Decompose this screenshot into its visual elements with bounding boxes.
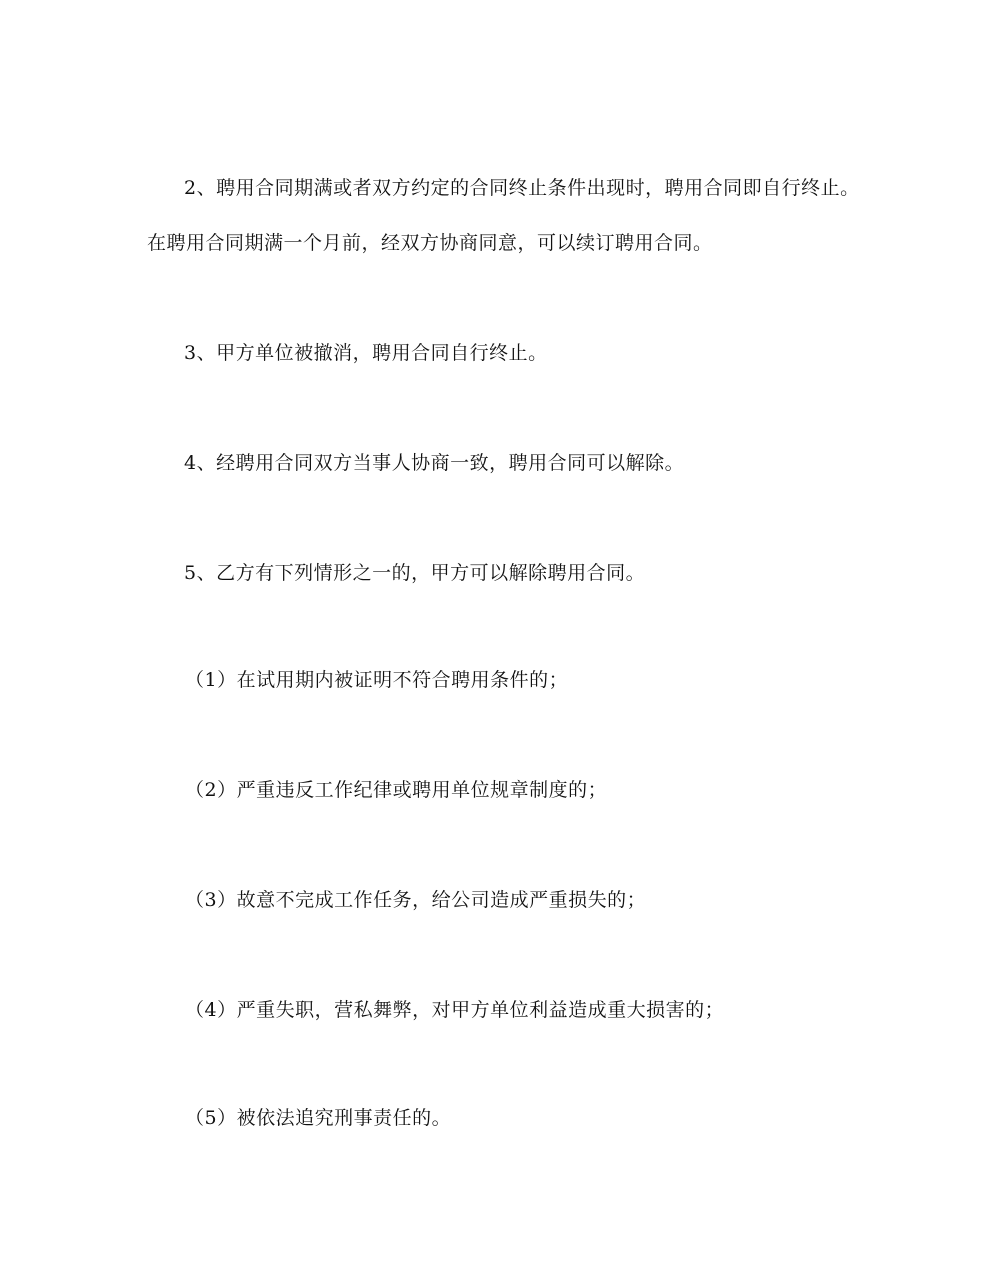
clause-2-line-1: 2、聘用合同期满或者双方约定的合同终止条件出现时，聘用合同即自行终止。 <box>184 177 860 199</box>
clause-5-item-4: （4）严重失职，营私舞弊，对甲方单位利益造成重大损害的； <box>185 999 725 1021</box>
clause-5-item-2: （2）严重违反工作纪律或聘用单位规章制度的； <box>185 779 608 801</box>
clause-5-item-5: （5）被依法追究刑事责任的。 <box>185 1107 452 1129</box>
clause-5: 5、乙方有下列情形之一的，甲方可以解除聘用合同。 <box>184 562 646 584</box>
clause-5-item-3: （3）故意不完成工作任务，给公司造成严重损失的； <box>185 889 647 911</box>
clause-2-line-2: 在聘用合同期满一个月前，经双方协商同意，可以续订聘用合同。 <box>147 232 713 254</box>
clause-3: 3、甲方单位被撤消，聘用合同自行终止。 <box>184 342 548 364</box>
clause-4: 4、经聘用合同双方当事人协商一致，聘用合同可以解除。 <box>184 452 685 474</box>
clause-5-item-1: （1）在试用期内被证明不符合聘用条件的； <box>185 669 569 691</box>
